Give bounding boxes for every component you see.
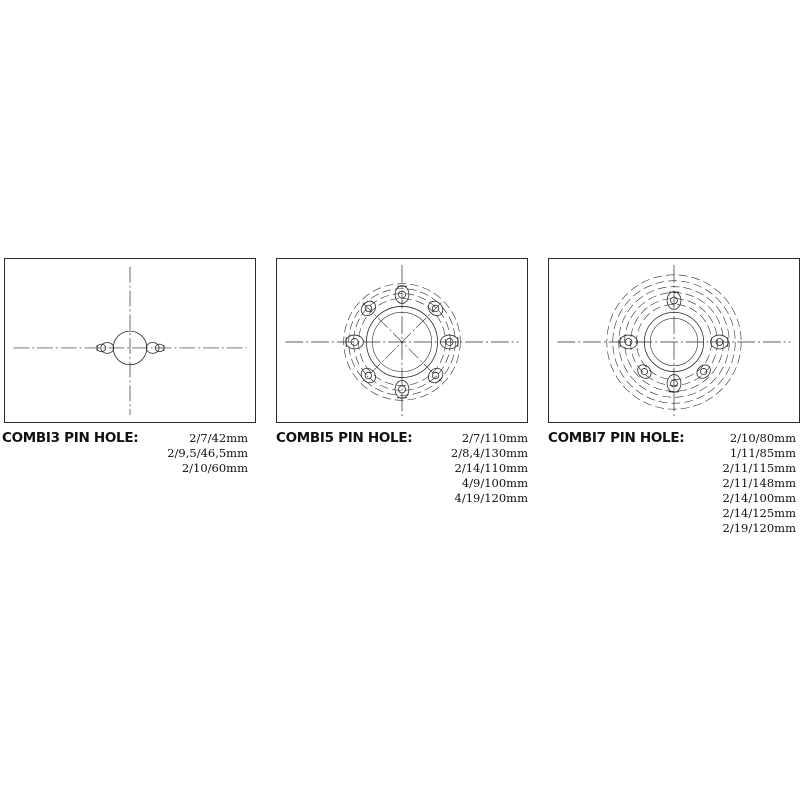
spec-item: 2/10/60mm bbox=[181, 461, 248, 475]
spec-item: 2/7/42mm bbox=[189, 431, 248, 445]
figure-combi5 bbox=[276, 258, 528, 423]
spec-item: 2/7/110mm bbox=[461, 431, 528, 445]
spec-item: 2/19/120mm bbox=[722, 521, 796, 535]
specs-combi7 bbox=[723, 431, 796, 536]
spec-item: 2/14/100mm bbox=[722, 491, 796, 505]
pin-hole-panels bbox=[0, 258, 800, 558]
combi7-diagram bbox=[549, 259, 799, 422]
title-combi3: COMBI3 PIN HOLE: bbox=[2, 430, 139, 446]
panel-combi3 bbox=[0, 258, 266, 558]
title-combi5: COMBI5 PIN HOLE: bbox=[276, 430, 413, 446]
spec-item: 2/11/148mm bbox=[722, 476, 796, 490]
spec-item: 4/9/100mm bbox=[461, 476, 528, 490]
spec-item: 2/9,5/46,5mm bbox=[167, 446, 248, 460]
spec-item: 2/14/110mm bbox=[454, 461, 528, 475]
specs-combi5 bbox=[451, 431, 528, 506]
spec-item: 2/14/125mm bbox=[722, 506, 796, 520]
title-combi7: COMBI7 PIN HOLE: bbox=[548, 430, 685, 446]
caption-combi5 bbox=[276, 431, 528, 506]
spec-item: 2/11/115mm bbox=[722, 461, 796, 475]
figure-combi3 bbox=[4, 258, 256, 423]
panel-combi7 bbox=[532, 258, 798, 558]
caption-combi3 bbox=[2, 431, 248, 476]
spec-item: 2/10/80mm bbox=[729, 431, 796, 445]
spec-item: 2/8,4/130mm bbox=[450, 446, 528, 460]
specs-combi3 bbox=[167, 431, 248, 476]
spec-item: 4/19/120mm bbox=[454, 491, 528, 505]
panel-combi5 bbox=[266, 258, 532, 558]
caption-combi7 bbox=[548, 431, 796, 536]
spec-item: 1/11/85mm bbox=[729, 446, 796, 460]
figure-combi7 bbox=[548, 258, 800, 423]
combi5-diagram bbox=[277, 259, 527, 422]
combi3-diagram bbox=[5, 259, 255, 422]
